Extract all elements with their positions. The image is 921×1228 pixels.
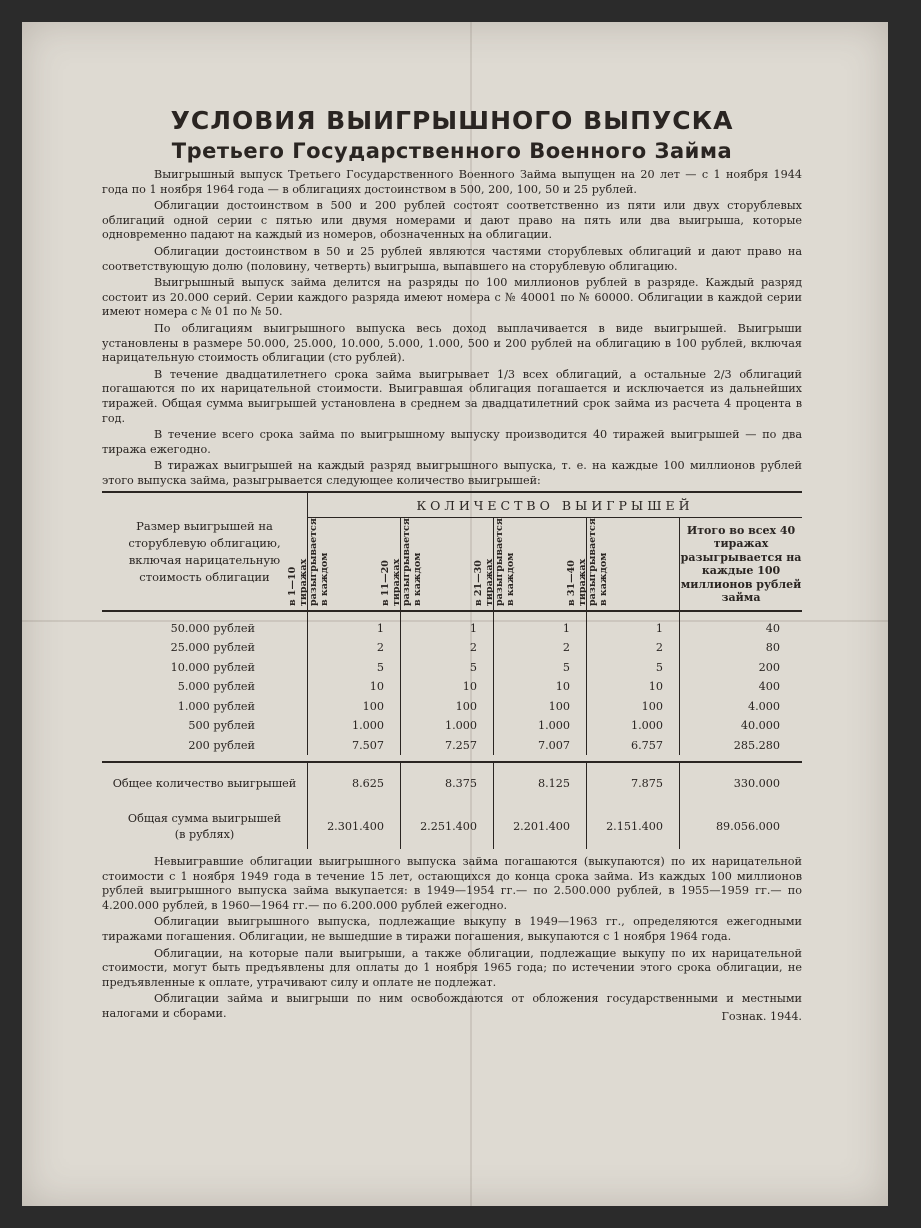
table-row (102, 716, 802, 736)
total-column-header: Итого во всех 40 тиражах разыгрывается на каждые 100 миллионов рублей займа (680, 518, 803, 612)
cell-value: 8.375 (401, 762, 494, 805)
cell-value: 1 (587, 611, 680, 638)
cell-total: 285.280 (680, 735, 803, 755)
cell-value: 2.151.400 (587, 805, 680, 849)
cell-value: 2 (494, 638, 587, 658)
cell-value: 10 (401, 677, 494, 697)
draws-1-10-header: в 1—10 тиражах разыгрывается в каждом (308, 518, 401, 612)
intro-paragraph: Облигации достоинством в 500 и 200 рублей состоят соответственно из пяти или двух сторублевых облигаций одной серии с пятью или двумя номерами и дают право на пять или два выигрыша, которые одновременно падают на каждый из номеров, обозначенных на облигации. (102, 199, 802, 242)
intro-paragraph: В тиражах выигрышей на каждый разряд выигрышного выпуска, т. е. на каждые 100 миллионов рублей этого выпуска займа, разыгрывается следующее количество выигрышей: (102, 459, 802, 487)
winnings-rows (102, 611, 802, 762)
closing-paragraph: Невыигравшие облигации выигрышного выпуска займа погашаются (выкупаются) по их нарицательной стоимости с 1 ноября 1949 года в течение 15 лет, остающихся до конца срока займа. Из каждых 100 миллионов рублей выигрышного выпуска займа выкупается: в 1949—1954 гг.— по 2.500.000 рублей, в 1955—1959 гг.— по 4.200.000 рублей, в 1960—1964 гг.— по 6.200.000 рублей ежегодно. (102, 854, 802, 912)
prize-size: 50.000 рублей (170, 621, 255, 635)
winnings-count-header: КОЛИЧЕСТВО ВЫИГРЫШЕЙ (308, 492, 803, 518)
total-sum-row (102, 805, 802, 849)
intro-paragraph: По облигациям выигрышного выпуска весь доход выплачивается в виде выигрышей. Выигрыши установлены в размере 50.000, 25.000, 10.000, 5.000, 1.000, 500 и 200 рублей на облигацию в 100 рублей, включая нарицательную стоимость облигации (сто рублей). (102, 321, 802, 365)
cell-value: 5 (308, 657, 401, 677)
prize-size: 10.000 рублей (170, 660, 255, 674)
cell-value: 7.507 (308, 735, 401, 755)
cell-value: 5 (401, 657, 494, 677)
cell-value: 2 (587, 638, 680, 658)
cell-value: 10 (587, 677, 680, 697)
intro-paragraph: Выигрышный выпуск займа делится на разряды по 100 миллионов рублей в разряде. Каждый разряд состоит из 20.000 серий. Серии каждого разряда имеют номера с № 40001 по № 60000. Облигации в каждой серии имеют номера с № 01 по № 50. (102, 276, 802, 319)
document-page (22, 22, 888, 1206)
intro-paragraph: В течение двадцатилетнего срока займа выигрывает 1/3 всех облигаций, а остальные 2/3 облигаций погашаются по их нарицательной стоимости. Выигравшая облигация погашается и исключается из дальнейших тиражей. Общая сумма выигрышей установлена в среднем за двадцатилетний срок займа из расчета 4 процента в год. (102, 367, 802, 425)
printer-imprint: Гознак. 1944. (721, 1009, 802, 1023)
total-count-label: Общее количество выигрышей (102, 762, 308, 805)
prize-size: 25.000 рублей (170, 641, 255, 655)
cell-value: 8.125 (494, 762, 587, 805)
intro-paragraph: В течение всего срока займа по выигрышному выпуску производится 40 тиражей выигрышей — по два тиража ежегодно. (102, 428, 802, 456)
cell-total: 200 (680, 657, 803, 677)
cell-value: 1.000 (587, 716, 680, 736)
total-count-row (102, 762, 802, 805)
draws-11-20-header: в 11—20 тиражах разыгрывается в каждом (401, 518, 494, 612)
closing-paragraph: Облигации выигрышного выпуска, подлежащие выкупу в 1949—1963 гг., определяются ежегодными тиражами погашения. Облигации, не вышедшие в тиражи погашения, выкупаются с 1 ноября 1964 года. (102, 915, 802, 943)
cell-total: 400 (680, 677, 803, 697)
cell-value: 8.625 (308, 762, 401, 805)
cell-value: 2 (308, 638, 401, 658)
closing-paragraph: Облигации займа и выигрыши по ним освобождаются от обложения государственными и местными налогами и сборами. (102, 992, 802, 1020)
table-row (102, 657, 802, 677)
cell-value: 7.257 (401, 735, 494, 755)
totals-rows (102, 762, 802, 849)
cell-value: 5 (587, 657, 680, 677)
size-column-header: Размер выигрышей на сторублевую облигацию, включая нарицательную стоимость облигации (102, 492, 308, 611)
cell-total: 40.000 (680, 716, 803, 736)
cell-value: 6.757 (587, 735, 680, 755)
draws-21-30-header: в 21—30 тиражах разыгрывается в каждом (494, 518, 587, 612)
document-content (102, 106, 802, 1023)
prize-size: 500 рублей (188, 719, 255, 733)
prize-size: 1.000 рублей (177, 699, 255, 713)
prize-size: 200 рублей (188, 738, 255, 752)
cell-value: 1.000 (494, 716, 587, 736)
document-subtitle: Третьего Государственного Военного Займа (171, 139, 733, 163)
cell-value: 1 (494, 611, 587, 638)
cell-value: 1 (308, 611, 401, 638)
cell-value: 2.201.400 (494, 805, 587, 849)
closing-paragraph: Облигации, на которые пали выигрыши, а также облигации, подлежащие выкупу по их нарицательной стоимости, могут быть предъявлены для оплаты до 1 ноября 1965 года; по истечении этого срока облигации, не предъявленные к оплате, утрачивают силу и оплате не подлежат. (102, 946, 802, 989)
prize-size: 5.000 рублей (177, 680, 255, 694)
cell-value: 1 (401, 611, 494, 638)
total-sum-label: Общая сумма выигрышей (в рублях) (127, 811, 282, 841)
cell-total: 40 (680, 611, 803, 638)
cell-value: 2.301.400 (308, 805, 401, 849)
cell-total: 89.056.000 (680, 805, 803, 849)
table-row (102, 638, 802, 658)
table-row (102, 696, 802, 716)
draws-31-40-header: в 31—40 тиражах разыгрывается в каждом (587, 518, 680, 612)
cell-value: 2 (401, 638, 494, 658)
cell-value: 5 (494, 657, 587, 677)
cell-value: 100 (401, 696, 494, 716)
cell-value: 7.007 (494, 735, 587, 755)
table-row (102, 735, 802, 755)
cell-value: 100 (587, 696, 680, 716)
cell-total: 80 (680, 638, 803, 658)
cell-value: 2.251.400 (401, 805, 494, 849)
intro-paragraph: Облигации достоинством в 50 и 25 рублей являются частями сторублевых облигаций и дают право на соответствующую долю (половину, четверть) выигрыша, выпавшего на сторублевую облигацию. (102, 244, 802, 273)
document-title: УСЛОВИЯ ВЫИГРЫШНОГО ВЫПУСКА (170, 106, 734, 135)
cell-value: 1.000 (308, 716, 401, 736)
cell-value: 10 (308, 677, 401, 697)
cell-value: 1.000 (401, 716, 494, 736)
cell-total: 330.000 (680, 762, 803, 805)
cell-value: 100 (494, 696, 587, 716)
cell-value: 7.875 (587, 762, 680, 805)
cell-value: 10 (494, 677, 587, 697)
intro-paragraph: Выигрышный выпуск Третьего Государственного Военного Займа выпущен на 20 лет — с 1 ноября 1944 года по 1 ноября 1964 года — в облигациях достоинством в 500, 200, 100, 50 и 25 рублей. (102, 168, 802, 196)
cell-total: 4.000 (680, 696, 803, 716)
table-row (102, 611, 802, 638)
table-row (102, 677, 802, 697)
cell-value: 100 (308, 696, 401, 716)
winnings-table (102, 491, 802, 849)
